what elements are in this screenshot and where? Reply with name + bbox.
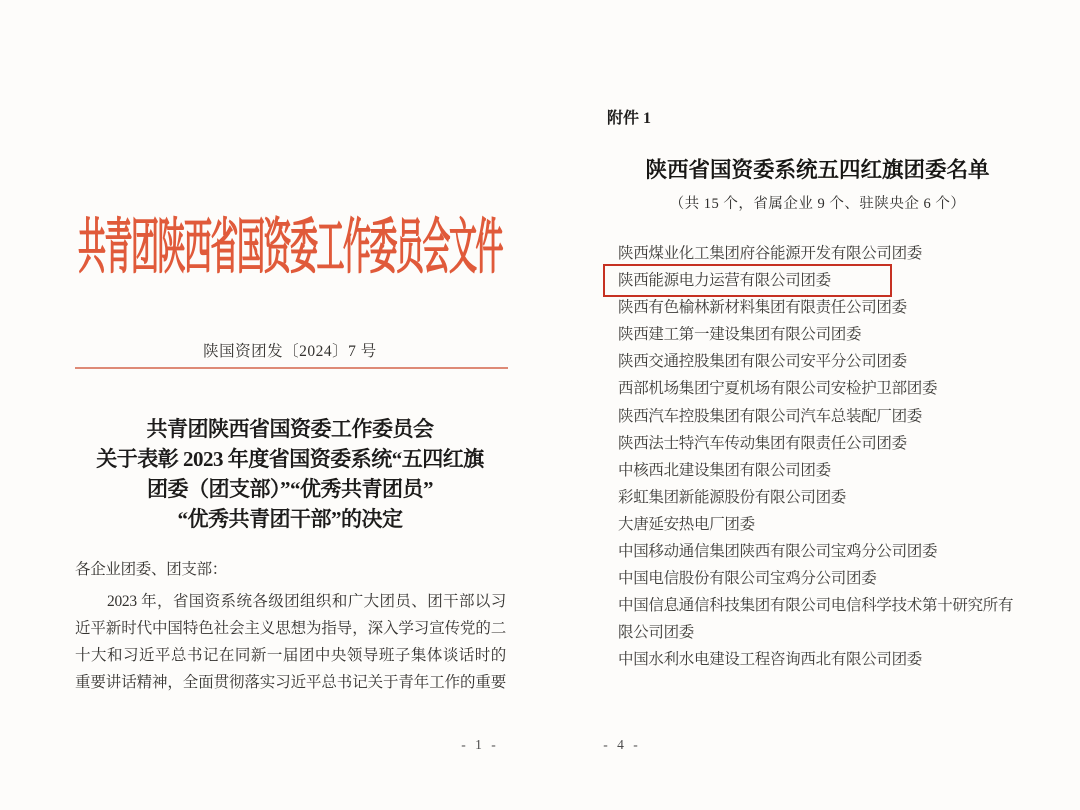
list-item: 中核西北建设集团有限公司团委 [618,461,831,479]
list-item: 陕西煤业化工集团府谷能源开发有限公司团委 [618,245,923,262]
list-item-text: 陕西能源电力运营有限公司团委 [618,272,831,290]
highlighted-list-item [618,267,1026,294]
title-line: 团委（团支部）”“优秀共青团员” [147,477,433,501]
list-item: 中国移动通信集团陕西有限公司宝鸡分公司团委 [618,543,938,561]
list-item: 彩虹集团新能源股份有限公司团委 [618,488,847,506]
page-number-right: - 4 - [603,737,641,752]
document-number: 陕国资团发〔2024〕7 号 [203,343,377,360]
list-item: 陕西交通控股集团有限公司安平分公司团委 [618,353,907,371]
letterhead-title: 共青团陕西省国资委工作委员会文件 [77,216,502,283]
list-item: 大唐延安热电厂团委 [618,515,755,533]
body-line: 2023 年，省国资系统各级团组织和广大团员、团干部以习 [107,593,506,610]
document-title [50,414,530,534]
body-line: 近平新时代中国特色社会主义思想为指导，深入学习宣传党的二 [75,620,506,637]
list-item: 中国电信股份有限公司宝鸡分公司团委 [618,570,877,588]
list-item: 中国水利水电建设工程咨询西北有限公司团委 [618,651,923,669]
award-list [618,240,1026,674]
red-letterhead [60,201,520,283]
body-line: 重要讲话精神，全面贯彻落实习近平总书记关于青年工作的重要 [75,674,506,691]
document-body [75,556,506,696]
list-item: 西部机场集团宁夏机场有限公司安检护卫部团委 [618,380,938,398]
list-item: 陕西有色榆林新材料集团有限责任公司团委 [618,299,907,317]
attachment-label: 附件 1 [607,110,652,127]
title-line: 关于表彰 2023 年度省国资委系统“五四红旗 [96,447,484,471]
title-line: 共青团陕西省国资委工作委员会 [146,417,434,441]
list-title: 陕西省国资委系统五四红旗团委名单 [645,158,990,182]
list-item: 陕西汽车控股集团有限公司汽车总装配厂团委 [618,407,923,425]
salutation: 各企业团委、团支部： [75,561,228,578]
list-item: 中国信息通信科技集团有限公司电信科学技术第十研究所有限公司团委 [618,597,1014,642]
list-item: 陕西建工第一建设集团有限公司团委 [618,326,862,344]
red-separator-line [75,367,508,369]
list-item: 陕西法士特汽车传动集团有限责任公司团委 [618,434,907,452]
page-number-left: - 1 - [461,737,499,752]
body-line: 十大和习近平总书记在同新一届团中央领导班子集体谈话时的 [75,647,506,664]
list-subtitle: （共 15 个，省属企业 9 个、驻陕央企 6 个） [669,196,966,212]
title-line: “优秀共青团干部”的决定 [177,507,403,531]
